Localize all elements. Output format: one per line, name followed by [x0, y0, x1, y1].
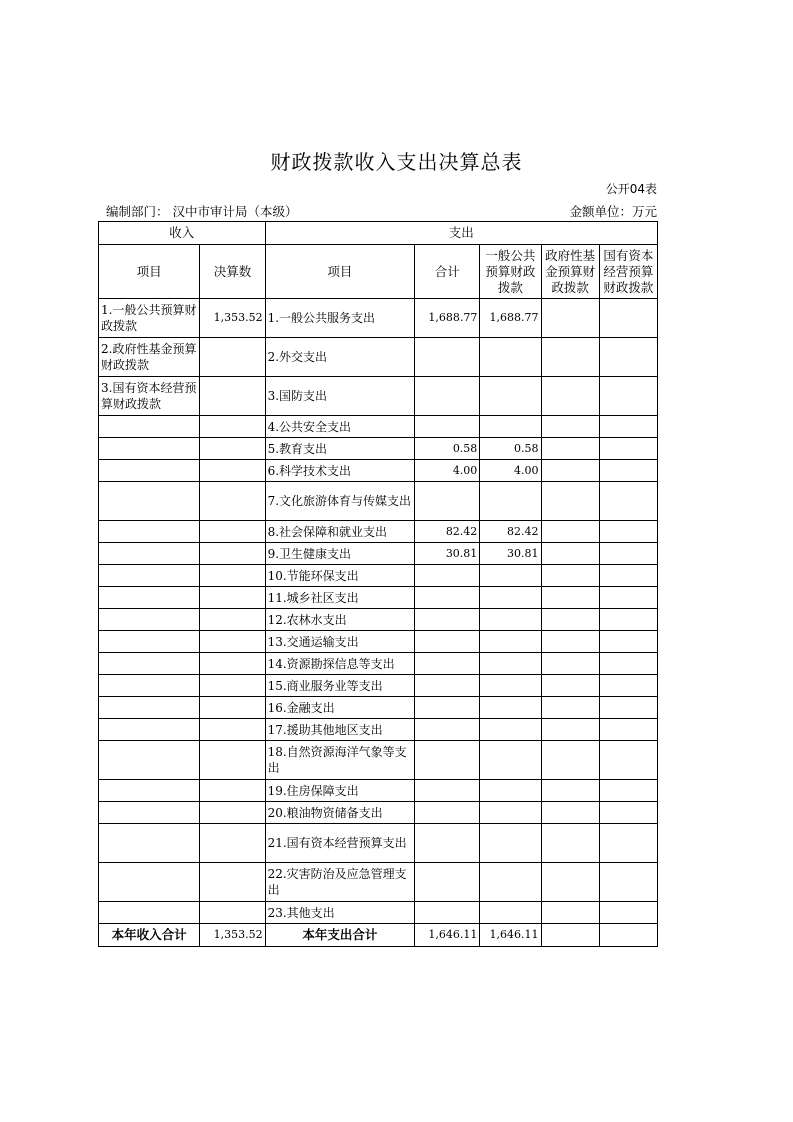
income-item [99, 675, 200, 697]
income-amount [200, 802, 265, 824]
income-amount [200, 863, 265, 902]
expense-total-cell [415, 482, 480, 521]
table-row [99, 338, 658, 377]
state-capital-cell [599, 299, 657, 338]
table-row [99, 299, 658, 338]
expense-item: 23.其他支出 [265, 902, 415, 924]
fund-budget-cell [541, 780, 599, 802]
table-row [99, 824, 658, 863]
income-amount-header: 决算数 [200, 245, 265, 299]
expense-item: 13.交通运输支出 [265, 631, 415, 653]
general-budget-cell [480, 802, 541, 824]
income-item [99, 521, 200, 543]
expense-total-cell [415, 697, 480, 719]
table-row [99, 377, 658, 416]
expense-item: 18.自然资源海洋气象等支出 [265, 741, 415, 780]
finance-table [98, 221, 658, 947]
fund-budget-cell [541, 902, 599, 924]
state-capital-cell [599, 521, 657, 543]
state-capital-cell [599, 377, 657, 416]
table-row [99, 565, 658, 587]
state-capital-cell [599, 416, 657, 438]
income-amount [200, 824, 265, 863]
fund-budget-cell [541, 460, 599, 482]
income-amount [200, 377, 265, 416]
income-amount: 1,353.52 [200, 299, 265, 338]
table-row [99, 543, 658, 565]
income-total-amount: 1,353.52 [200, 924, 265, 947]
expense-item: 21.国有资本经营预算支出 [265, 824, 415, 863]
income-amount [200, 719, 265, 741]
income-amount [200, 631, 265, 653]
income-item [99, 824, 200, 863]
page-title: 财政拨款收入支出决算总表 [270, 150, 523, 174]
expense-item: 22.灾害防治及应急管理支出 [265, 863, 415, 902]
income-item: 1.一般公共预算财政拨款 [99, 299, 200, 338]
fund-budget-cell [541, 338, 599, 377]
state-capital-cell [599, 609, 657, 631]
expense-total-general: 1,646.11 [480, 924, 541, 947]
expense-header: 支出 [265, 222, 657, 245]
income-amount [200, 438, 265, 460]
income-item [99, 902, 200, 924]
fund-budget-cell [541, 653, 599, 675]
fund-budget-cell [541, 416, 599, 438]
general-budget-cell [480, 675, 541, 697]
state-capital-cell [599, 460, 657, 482]
expense-item-header: 项目 [265, 245, 415, 299]
income-item [99, 802, 200, 824]
fund-budget-cell [541, 565, 599, 587]
department-label: 编制部门： 汉中市审计局（本级） [106, 204, 298, 219]
table-row [99, 438, 658, 460]
state-capital-cell [599, 482, 657, 521]
state-capital-cell [599, 438, 657, 460]
table-row [99, 675, 658, 697]
general-budget-cell [480, 565, 541, 587]
table-row [99, 741, 658, 780]
general-budget-cell: 0.58 [480, 438, 541, 460]
table-row [99, 416, 658, 438]
fund-budget-cell [541, 631, 599, 653]
table-row [99, 521, 658, 543]
income-item: 2.政府性基金预算财政拨款 [99, 338, 200, 377]
state-capital-cell [599, 741, 657, 780]
expense-total-cell [415, 719, 480, 741]
table-row [99, 863, 658, 902]
table-body [99, 299, 658, 924]
state-capital-cell [599, 802, 657, 824]
expense-total-cell: 1,688.77 [415, 299, 480, 338]
income-amount [200, 338, 265, 377]
income-item [99, 416, 200, 438]
income-item [99, 609, 200, 631]
expense-item: 11.城乡社区支出 [265, 587, 415, 609]
state-capital-cell [599, 697, 657, 719]
state-capital-cell [599, 543, 657, 565]
state-capital-cell [599, 631, 657, 653]
expense-item: 1.一般公共服务支出 [265, 299, 415, 338]
expense-total-cell [415, 802, 480, 824]
income-amount [200, 653, 265, 675]
expense-item: 12.农林水支出 [265, 609, 415, 631]
state-capital-cell [599, 653, 657, 675]
fund-budget-cell [541, 741, 599, 780]
expense-item: 6.科学技术支出 [265, 460, 415, 482]
income-item-header: 项目 [99, 245, 200, 299]
state-capital-cell [599, 902, 657, 924]
state-capital-cell [599, 863, 657, 902]
expense-total-state [599, 924, 657, 947]
income-item [99, 438, 200, 460]
expense-total-cell [415, 653, 480, 675]
expense-total-label: 本年支出合计 [265, 924, 415, 947]
general-budget-cell [480, 377, 541, 416]
expense-total-cell [415, 824, 480, 863]
state-capital-cell [599, 719, 657, 741]
expense-total-cell [415, 741, 480, 780]
fund-budget-cell [541, 377, 599, 416]
expense-total-cell [415, 377, 480, 416]
table-row [99, 719, 658, 741]
general-budget-cell: 30.81 [480, 543, 541, 565]
income-amount [200, 609, 265, 631]
fund-budget-cell [541, 719, 599, 741]
table-row [99, 653, 658, 675]
general-budget-cell [480, 824, 541, 863]
expense-total-cell [415, 565, 480, 587]
expense-total-cell [415, 675, 480, 697]
general-budget-cell [480, 416, 541, 438]
general-budget-cell [480, 587, 541, 609]
table-row [99, 609, 658, 631]
general-budget-cell: 4.00 [480, 460, 541, 482]
expense-total-cell [415, 780, 480, 802]
income-item [99, 543, 200, 565]
expense-total-cell [415, 416, 480, 438]
fund-budget-cell [541, 299, 599, 338]
fund-budget-cell [541, 521, 599, 543]
income-item: 3.国有资本经营预算财政拨款 [99, 377, 200, 416]
total-header: 合计 [415, 245, 480, 299]
expense-item: 10.节能环保支出 [265, 565, 415, 587]
general-budget-cell [480, 653, 541, 675]
expense-item: 16.金融支出 [265, 697, 415, 719]
fund-budget-cell [541, 824, 599, 863]
expense-total-cell [415, 863, 480, 902]
table-row [99, 482, 658, 521]
state-capital-cell [599, 675, 657, 697]
expense-total-cell: 0.58 [415, 438, 480, 460]
table-number: 公开04表 [605, 182, 657, 196]
table-row [99, 802, 658, 824]
fund-budget-cell [541, 482, 599, 521]
table-row [99, 902, 658, 924]
totals-row [99, 924, 658, 947]
expense-item: 7.文化旅游体育与传媒支出 [265, 482, 415, 521]
general-budget-cell [480, 741, 541, 780]
fund-budget-cell [541, 609, 599, 631]
fund-budget-cell [541, 438, 599, 460]
expense-total-cell [415, 587, 480, 609]
general-budget-cell [480, 902, 541, 924]
income-item [99, 482, 200, 521]
general-budget-cell [480, 719, 541, 741]
income-amount [200, 902, 265, 924]
income-item [99, 719, 200, 741]
income-amount [200, 521, 265, 543]
income-item [99, 697, 200, 719]
table-row [99, 631, 658, 653]
income-item [99, 863, 200, 902]
income-amount [200, 416, 265, 438]
general-budget-cell [480, 863, 541, 902]
fund-budget-cell [541, 697, 599, 719]
expense-total-cell [415, 609, 480, 631]
income-amount [200, 675, 265, 697]
expense-item: 20.粮油物资储备支出 [265, 802, 415, 824]
expense-item: 9.卫生健康支出 [265, 543, 415, 565]
fund-budget-cell [541, 802, 599, 824]
expense-item: 8.社会保障和就业支出 [265, 521, 415, 543]
expense-total: 1,646.11 [415, 924, 480, 947]
income-item [99, 741, 200, 780]
expense-total-cell [415, 338, 480, 377]
income-item [99, 587, 200, 609]
table-row [99, 780, 658, 802]
expense-total-fund [541, 924, 599, 947]
general-budget-cell [480, 338, 541, 377]
income-amount [200, 741, 265, 780]
fund-budget-cell [541, 675, 599, 697]
expense-total-cell: 4.00 [415, 460, 480, 482]
income-total-label: 本年收入合计 [99, 924, 200, 947]
state-capital-cell [599, 780, 657, 802]
general-budget-cell [480, 631, 541, 653]
state-capital-cell [599, 824, 657, 863]
expense-item: 15.商业服务业等支出 [265, 675, 415, 697]
state-capital-header: 国有资本经营预算财政拨款 [599, 245, 657, 299]
income-amount [200, 780, 265, 802]
expense-item: 5.教育支出 [265, 438, 415, 460]
fund-budget-cell [541, 587, 599, 609]
expense-total-cell [415, 631, 480, 653]
state-capital-cell [599, 587, 657, 609]
state-capital-cell [599, 338, 657, 377]
expense-item: 2.外交支出 [265, 338, 415, 377]
income-amount [200, 543, 265, 565]
fund-budget-cell [541, 543, 599, 565]
general-budget-cell: 1,688.77 [480, 299, 541, 338]
fund-budget-header: 政府性基金预算财政拨款 [541, 245, 599, 299]
income-amount [200, 460, 265, 482]
income-item [99, 653, 200, 675]
fund-budget-cell [541, 863, 599, 902]
general-budget-cell [480, 697, 541, 719]
income-item [99, 631, 200, 653]
general-budget-cell [480, 609, 541, 631]
general-budget-cell [480, 780, 541, 802]
expense-item: 17.援助其他地区支出 [265, 719, 415, 741]
income-amount [200, 697, 265, 719]
unit-label: 金额单位：万元 [569, 204, 657, 219]
table-row [99, 460, 658, 482]
income-item [99, 565, 200, 587]
income-amount [200, 482, 265, 521]
income-item [99, 780, 200, 802]
income-amount [200, 587, 265, 609]
income-item [99, 460, 200, 482]
state-capital-cell [599, 565, 657, 587]
income-header: 收入 [99, 222, 266, 245]
general-budget-header: 一般公共预算财政拨款 [480, 245, 541, 299]
expense-item: 14.资源勘探信息等支出 [265, 653, 415, 675]
expense-total-cell: 30.81 [415, 543, 480, 565]
general-budget-cell [480, 482, 541, 521]
expense-item: 3.国防支出 [265, 377, 415, 416]
expense-item: 4.公共安全支出 [265, 416, 415, 438]
expense-item: 19.住房保障支出 [265, 780, 415, 802]
income-amount [200, 565, 265, 587]
table-row [99, 697, 658, 719]
table-row [99, 587, 658, 609]
expense-total-cell [415, 902, 480, 924]
expense-total-cell: 82.42 [415, 521, 480, 543]
general-budget-cell: 82.42 [480, 521, 541, 543]
